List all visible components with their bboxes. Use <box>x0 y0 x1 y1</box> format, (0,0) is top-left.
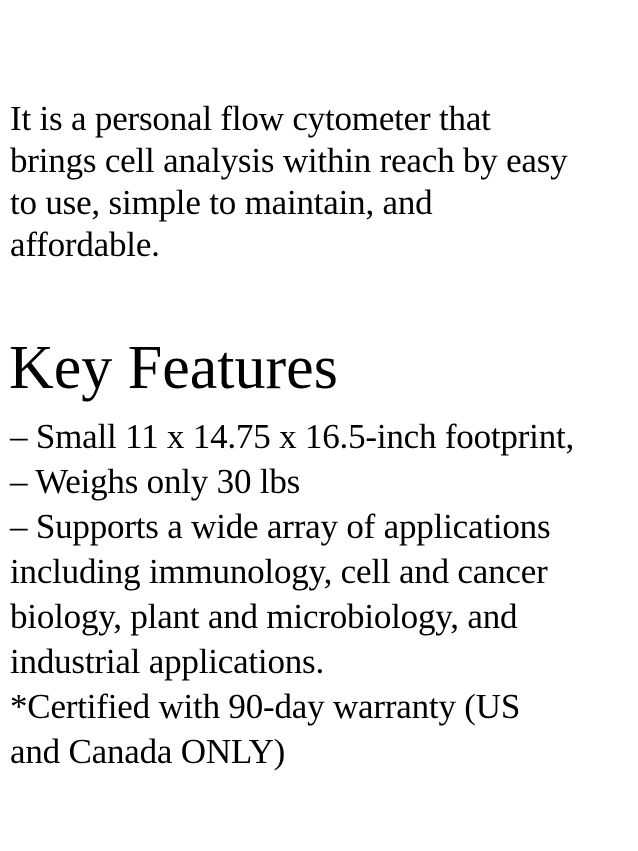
key-features-list <box>10 414 635 774</box>
intro-paragraph <box>10 98 630 266</box>
warranty-line: and Canada ONLY) <box>10 732 286 771</box>
feature-line: – Supports a wide array of applications <box>10 507 551 546</box>
intro-line: brings cell analysis within reach by easy <box>10 141 568 180</box>
feature-line: including immunology, cell and cancer <box>10 552 548 591</box>
intro-line: to use, simple to maintain, and <box>10 183 433 222</box>
intro-line: affordable. <box>10 225 160 264</box>
intro-line: It is a personal flow cytometer that <box>10 99 491 138</box>
feature-line: industrial applications. <box>10 642 325 681</box>
feature-line: biology, plant and microbiology, and <box>10 597 518 636</box>
key-features-heading: Key Features <box>9 334 338 402</box>
feature-line: – Weighs only 30 lbs <box>10 462 301 501</box>
warranty-line: *Certified with 90-day warranty (US <box>10 687 521 726</box>
feature-line: – Small 11 x 14.75 x 16.5-inch footprint, <box>10 417 575 456</box>
